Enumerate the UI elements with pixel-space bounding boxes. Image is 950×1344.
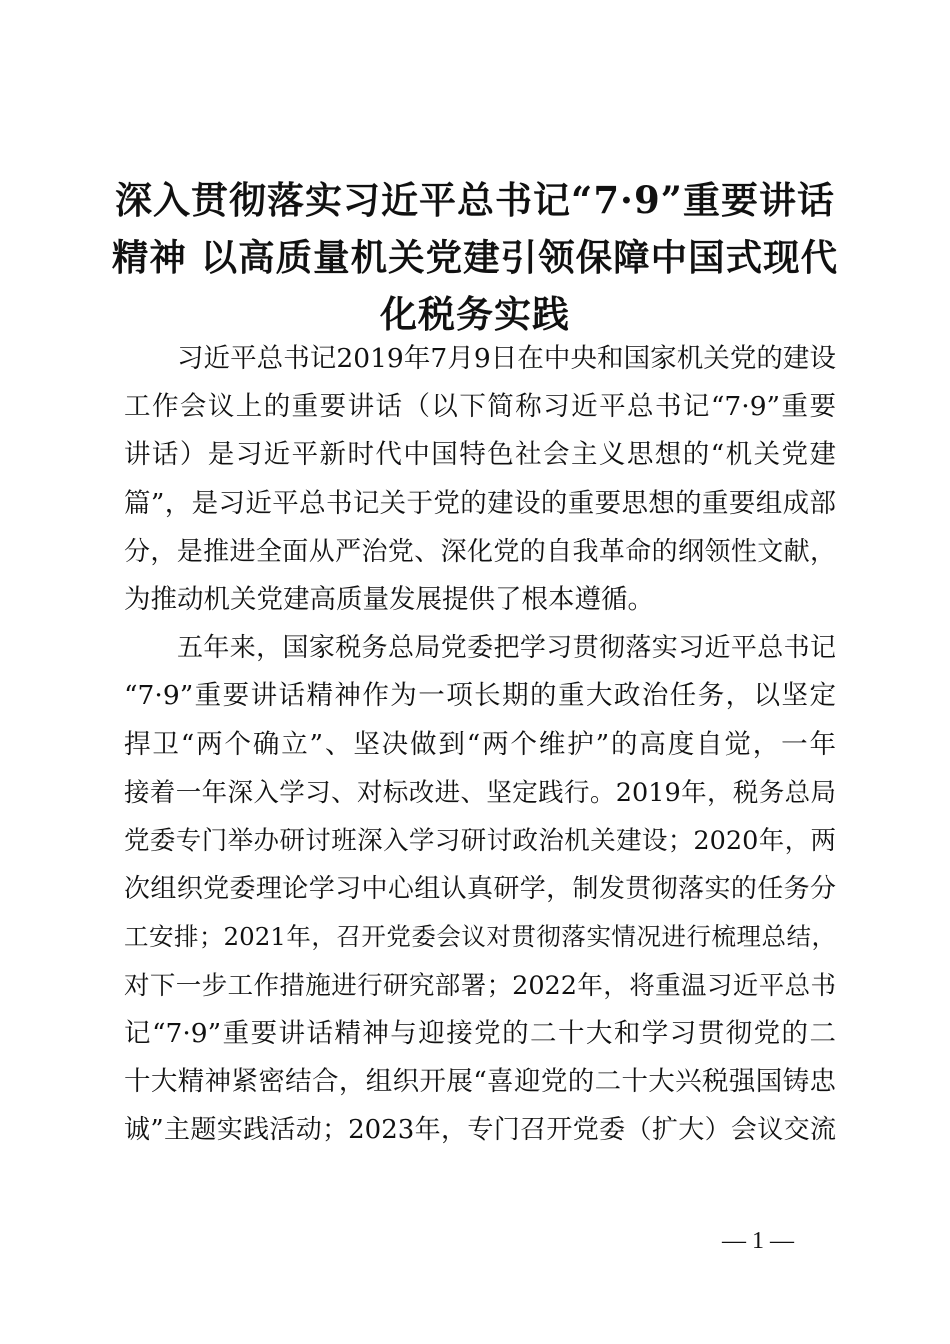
paragraph-line: 捍卫“两个确立”、坚决做到“两个维护”的高度自觉，一年 (124, 728, 836, 760)
title-line-1: 深入贯彻落实习近平总书记“7·9”重要讲话 (115, 178, 835, 222)
paragraph-1 (124, 335, 836, 624)
paragraph-line: 对下一步工作措施进行研究部署；2022年，将重温习近平总书 (124, 970, 836, 1001)
paragraph-line: “7·9”重要讲话精神作为一项长期的重大政治任务，以坚定 (124, 680, 836, 712)
page-number: — 1 — (722, 1228, 794, 1254)
paragraph-line: 诚”主题实践活动；2023年，专门召开党委（扩大）会议交流 (124, 1115, 836, 1146)
paragraph-line: 党委专门举办研讨班深入学习研讨政治机关建设；2020年，两 (124, 826, 836, 857)
paragraph-line: 工安排；2021年，召开党委会议对贯彻落实情况进行梳理总结， (124, 922, 836, 952)
paragraph-line: 五年来，国家税务总局党委把学习贯彻落实习近平总书记 (177, 633, 836, 664)
paragraph-line: 工作会议上的重要讲话（以下简称习近平总书记“7·9”重要 (124, 391, 836, 423)
paragraph-line: 十大精神紧密结合，组织开展“喜迎党的二十大兴税强国铸忠 (124, 1066, 836, 1098)
paragraph-line: 习近平总书记2019年7月9日在中央和国家机关党的建设 (177, 343, 836, 374)
title-line-3: 化税务实践 (380, 292, 570, 336)
paragraph-line: 接着一年深入学习、对标改进、坚定践行。2019年，税务总局 (124, 777, 836, 808)
paragraph-line: 为推动机关党建高质量发展提供了根本遵循。 (124, 584, 654, 616)
paragraph-line: 分，是推进全面从严治党、深化党的自我革命的纲领性文献， (124, 536, 836, 567)
paragraph-2 (124, 624, 836, 1154)
paragraph-line: 记“7·9”重要讲话精神与迎接党的二十大和学习贯彻党的二 (124, 1017, 836, 1049)
document-title (110, 172, 840, 343)
paragraph-line: 篇”，是习近平总书记关于党的建设的重要思想的重要组成部 (124, 487, 836, 519)
title-line-2: 精神 以高质量机关党建引领保障中国式现代 (111, 236, 839, 279)
document-body (124, 335, 836, 1154)
paragraph-line: 讲话）是习近平新时代中国特色社会主义思想的“机关党建 (124, 439, 836, 471)
paragraph-line: 次组织党委理论学习中心组认真研学，制发贯彻落实的任务分 (124, 874, 836, 905)
